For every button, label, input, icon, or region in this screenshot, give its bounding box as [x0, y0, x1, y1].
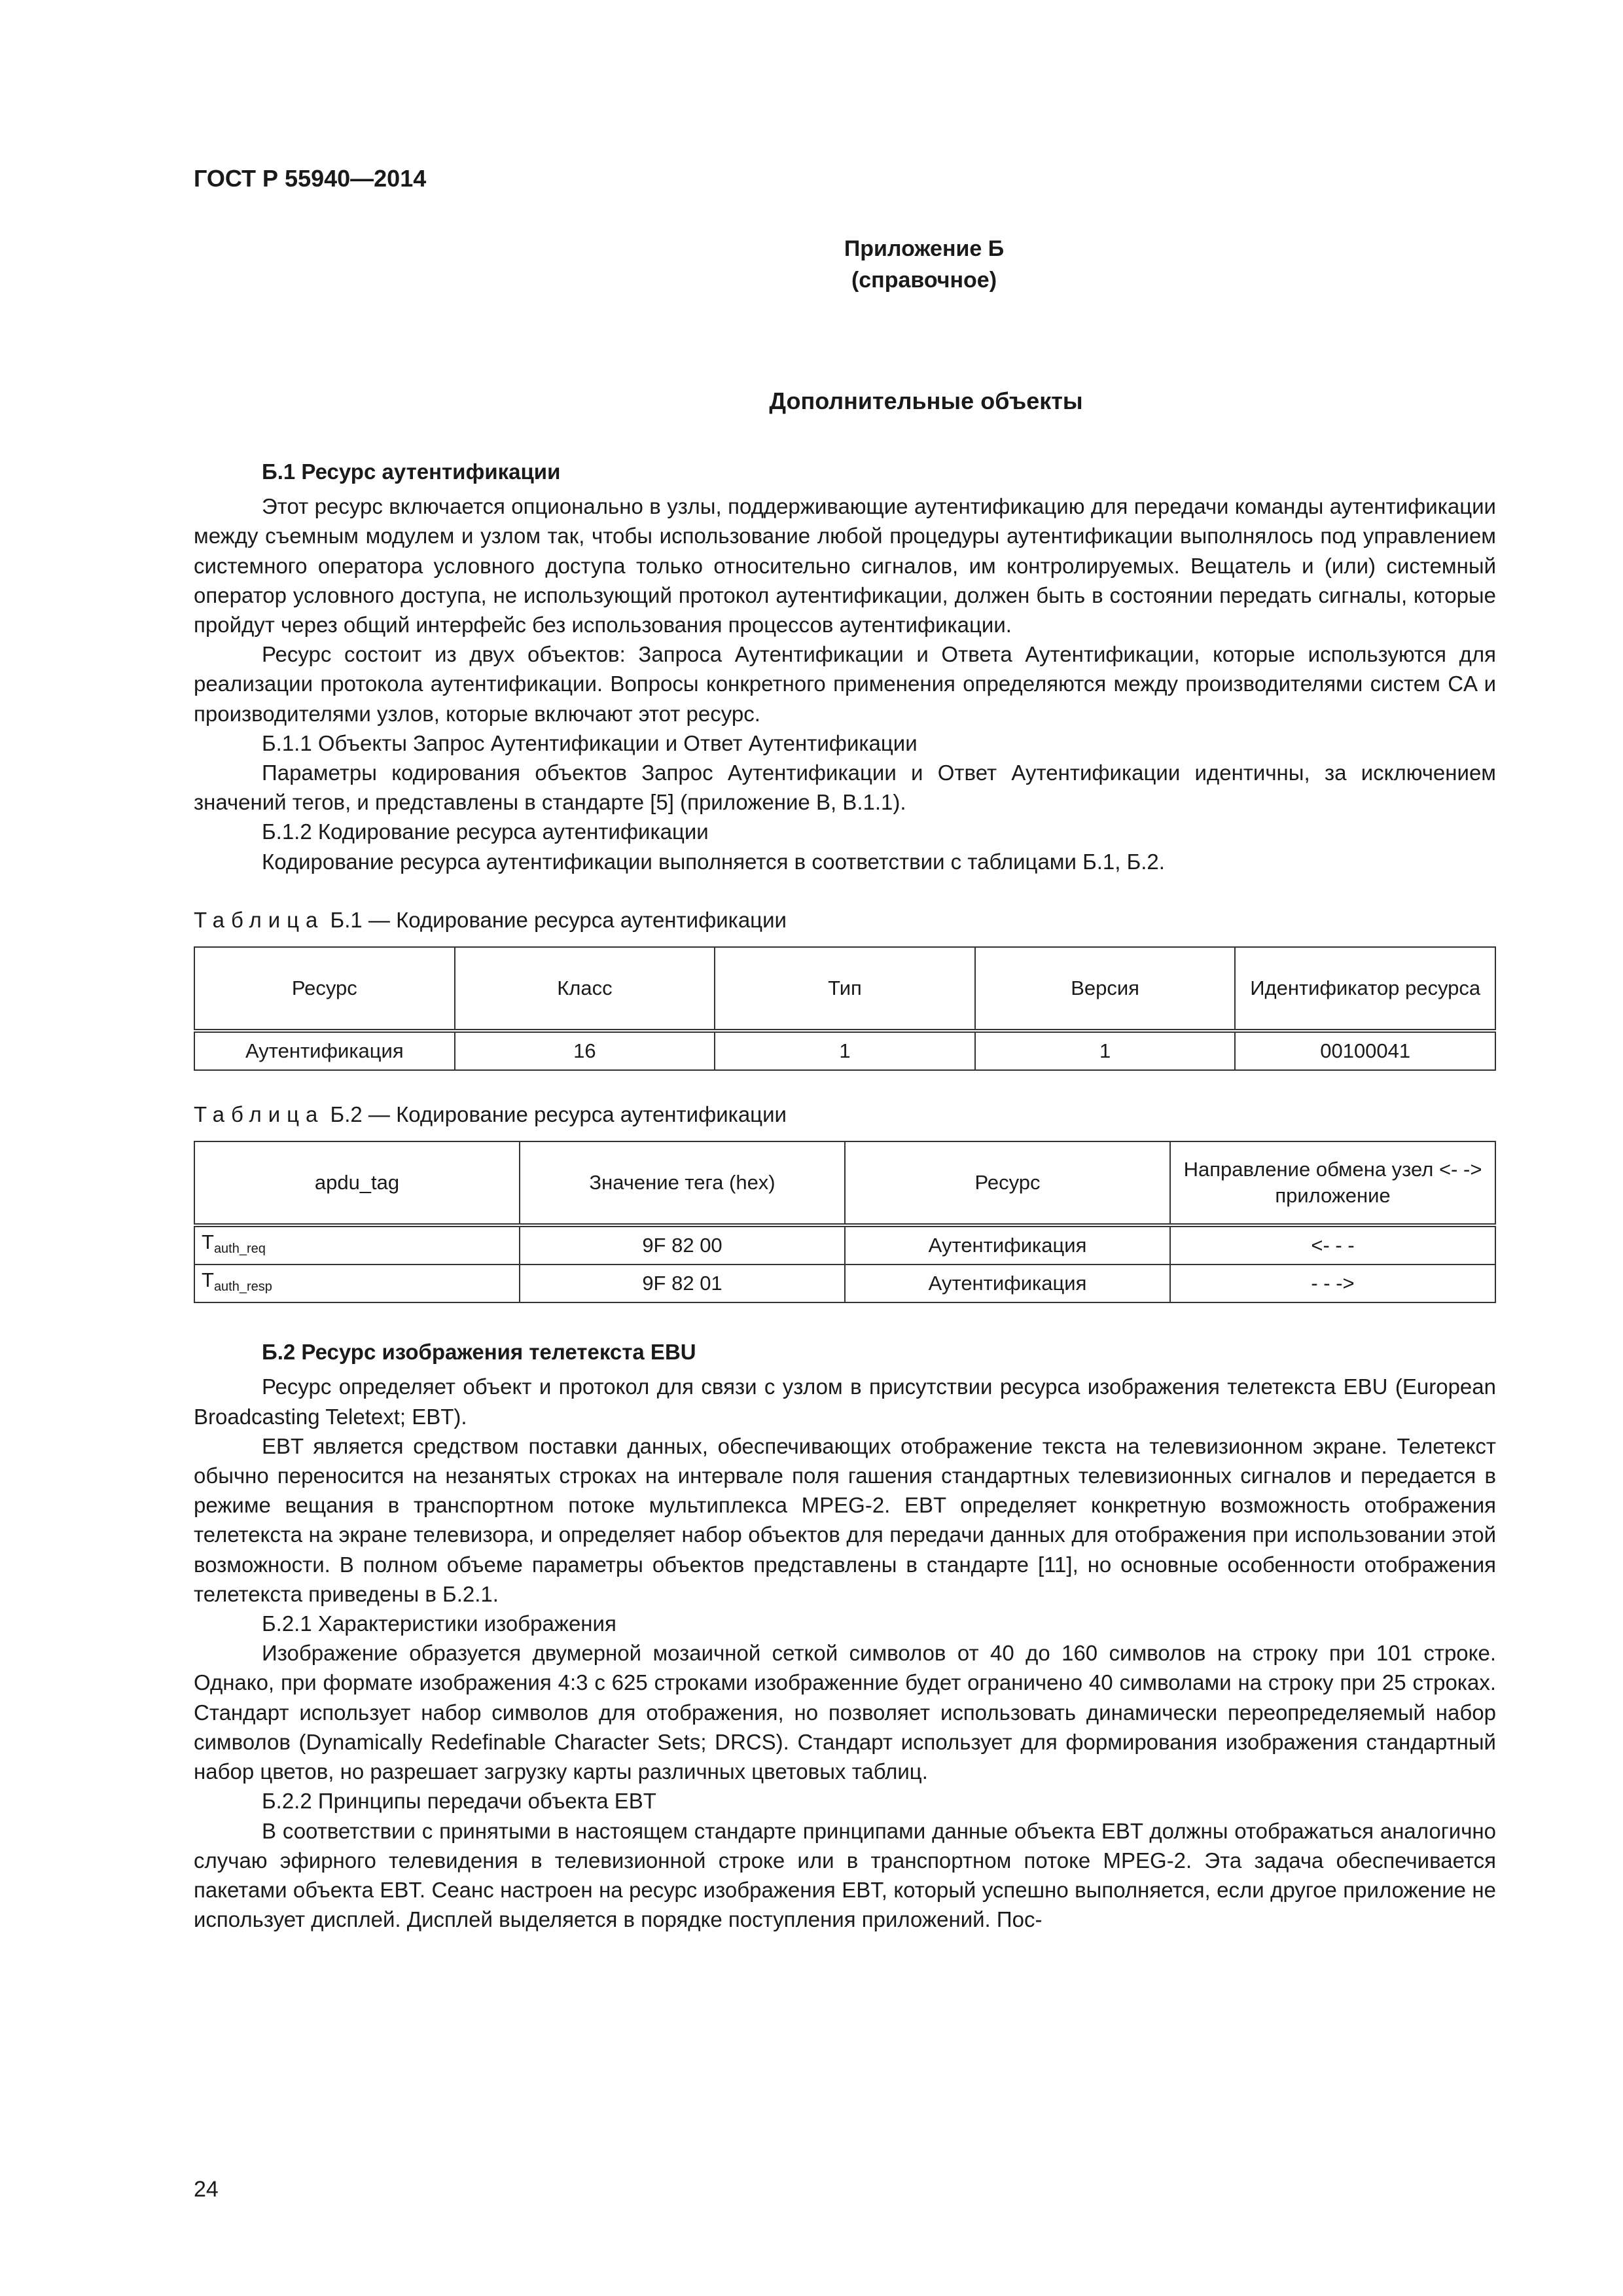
column-header: Версия	[975, 947, 1236, 1031]
table-cell: 1	[715, 1031, 975, 1070]
section-b2-heading: Б.2 Ресурс изображения телетекста EBU	[262, 1340, 696, 1365]
table-b2	[194, 1141, 1496, 1303]
table1-caption-word: Таблица	[194, 907, 325, 932]
table1-caption-text: Б.1 — Кодирование ресурса аутентификации	[324, 907, 787, 932]
paragraph: Этот ресурс включается опционально в узлы, поддерживающие аутентификацию для передачи команды аутентификации между съемным модулем и узлом так, чтобы использование любой процедуры аутентификации выполнялось под управлением системного оператора условного доступа только относительно сигналов, им контролируемых. Вещатель и (или) системный оператор условного доступа, не использующий протокол аутентификации, должен быть в состоянии передать сигналы, которые пройдут через общий интерфейс без использования процессов аутентификации.	[194, 494, 1496, 637]
table2-caption-text: Б.2 — Кодирование ресурса аутентификации	[324, 1102, 787, 1127]
paragraph: Изображение образуется двумерной мозаичной сеткой символов от 40 до 160 символов на строку при 101 строке. Однако, при формате изображения 4:3 с 625 строками изображенние будет ограничено 40 символами на строку при 25 строках. Стандарт использует набор символов для отображения, но позволяет использовать динамически переопределяемый набор символов (Dynamically Redefinable Character Sets; DRCS). Стандарт использует для формирования изображения стандартный набор цветов, но разрешает загрузку карты различных цветовых таблиц.	[194, 1641, 1496, 1784]
table-cell: Аутентификация	[194, 1031, 455, 1070]
table-cell: <- - -	[1170, 1225, 1495, 1265]
paragraph: Параметры кодирования объектов Запрос Аутентификации и Ответ Аутентификации идентичны, за исключением значений тегов, и представлены в стандарте [5] (приложение В, В.1.1).	[194, 761, 1496, 815]
table-cell: 00100041	[1235, 1031, 1495, 1070]
table2-caption	[194, 1100, 1496, 1129]
column-header: apdu_tag	[194, 1141, 520, 1225]
paragraph: Кодирование ресурса аутентификации выполняется в соответствии с таблицами Б.1, Б.2.	[262, 849, 1165, 874]
table-cell-tag: $T_{auth\_req}$	[194, 1225, 520, 1265]
table-row	[194, 1031, 1495, 1070]
table-cell: 1	[975, 1031, 1236, 1070]
table-header-row	[194, 947, 1495, 1031]
table-cell: Аутентификация	[845, 1265, 1170, 1302]
column-header: Ресурс	[194, 947, 455, 1031]
appendix-title: Дополнительные объекты	[769, 387, 1083, 414]
subsection-heading: Б.1.1 Объекты Запрос Аутентификации и Ответ Аутентификации	[262, 730, 918, 755]
table-row	[194, 1265, 1495, 1302]
standard-code: ГОСТ Р 55940—2014	[194, 165, 427, 192]
table-b1	[194, 946, 1496, 1071]
column-header: Значение тега (hex)	[520, 1141, 845, 1225]
table-cell: 9F 82 01	[520, 1265, 845, 1302]
table2-caption-word: Таблица	[194, 1102, 325, 1127]
subsection-heading: Б.1.2 Кодирование ресурса аутентификации	[262, 819, 709, 844]
table-header-row	[194, 1141, 1495, 1225]
subsection-heading: Б.2.1 Характеристики изображения	[262, 1611, 616, 1636]
appendix-name: Приложение Б	[844, 236, 1005, 261]
column-header: Класс	[455, 947, 715, 1031]
document-body	[194, 449, 1496, 1934]
section-b1-heading: Б.1 Ресурс аутентификации	[262, 459, 561, 484]
paragraph: Ресурс определяет объект и протокол для связи с узлом в присутствии ресурса изображения телетекста EBU (European Broadcasting Teletext; EBT).	[194, 1374, 1496, 1429]
table-cell: - - ->	[1170, 1265, 1495, 1302]
table-cell: 16	[455, 1031, 715, 1070]
paragraph: Ресурс состоит из двух объектов: Запроса Аутентификации и Ответа Аутентификации, которые используются для реализации протокола аутентификации. Вопросы конкретного применения определяются между производителями систем CA и производителями узлов, которые включают этот ресурс.	[194, 642, 1496, 726]
table1-caption	[194, 905, 1496, 935]
subsection-heading: Б.2.2 Принципы передачи объекта EBT	[262, 1789, 656, 1814]
appendix-type: (справочное)	[851, 268, 997, 293]
column-header: Направление обмена узел <- -> приложение	[1170, 1141, 1495, 1225]
paragraph: В соответствии с принятыми в настоящем стандарте принципами данные объекта EBT должны отображаться аналогично случаю эфирного телевидения в телевизионной строке или в транспортном потоке MPEG-2. Эта задача обеспечивается пакетами объекта EBT. Сеанс настроен на ресурс изображения EBT, который успешно выполняется, если другое приложение не использует дисплей. Дисплей выделяется в порядке поступления приложений. Пос-	[194, 1818, 1496, 1932]
column-header: Ресурс	[845, 1141, 1170, 1225]
table-cell-tag: $T_{auth\_resp}$	[194, 1265, 520, 1302]
column-header: Идентификатор ресурса	[1235, 947, 1495, 1031]
column-header: Тип	[715, 947, 975, 1031]
page-number: 24	[194, 2177, 219, 2202]
table-row	[194, 1225, 1495, 1265]
table-cell: 9F 82 00	[520, 1225, 845, 1265]
appendix-label	[0, 233, 1623, 296]
table-cell: Аутентификация	[845, 1225, 1170, 1265]
paragraph: EBT является средством поставки данных, обеспечивающих отображение текста на телевизионном экране. Телетекст обычно переносится на незанятых строках на интервале поля гашения стандартных телевизионных сигналов и передается в режиме вещания в транспортном потоке мультиплекса MPEG-2. EBT определяет конкретную возможность отображения телетекста на экране телевизора, и определяет набор объектов для передачи данных для отображения при использовании этой возможности. В полном объеме параметры объектов представлены в стандарте [11], но основные особенности отображения телетекста приведены в Б.2.1.	[194, 1433, 1496, 1606]
